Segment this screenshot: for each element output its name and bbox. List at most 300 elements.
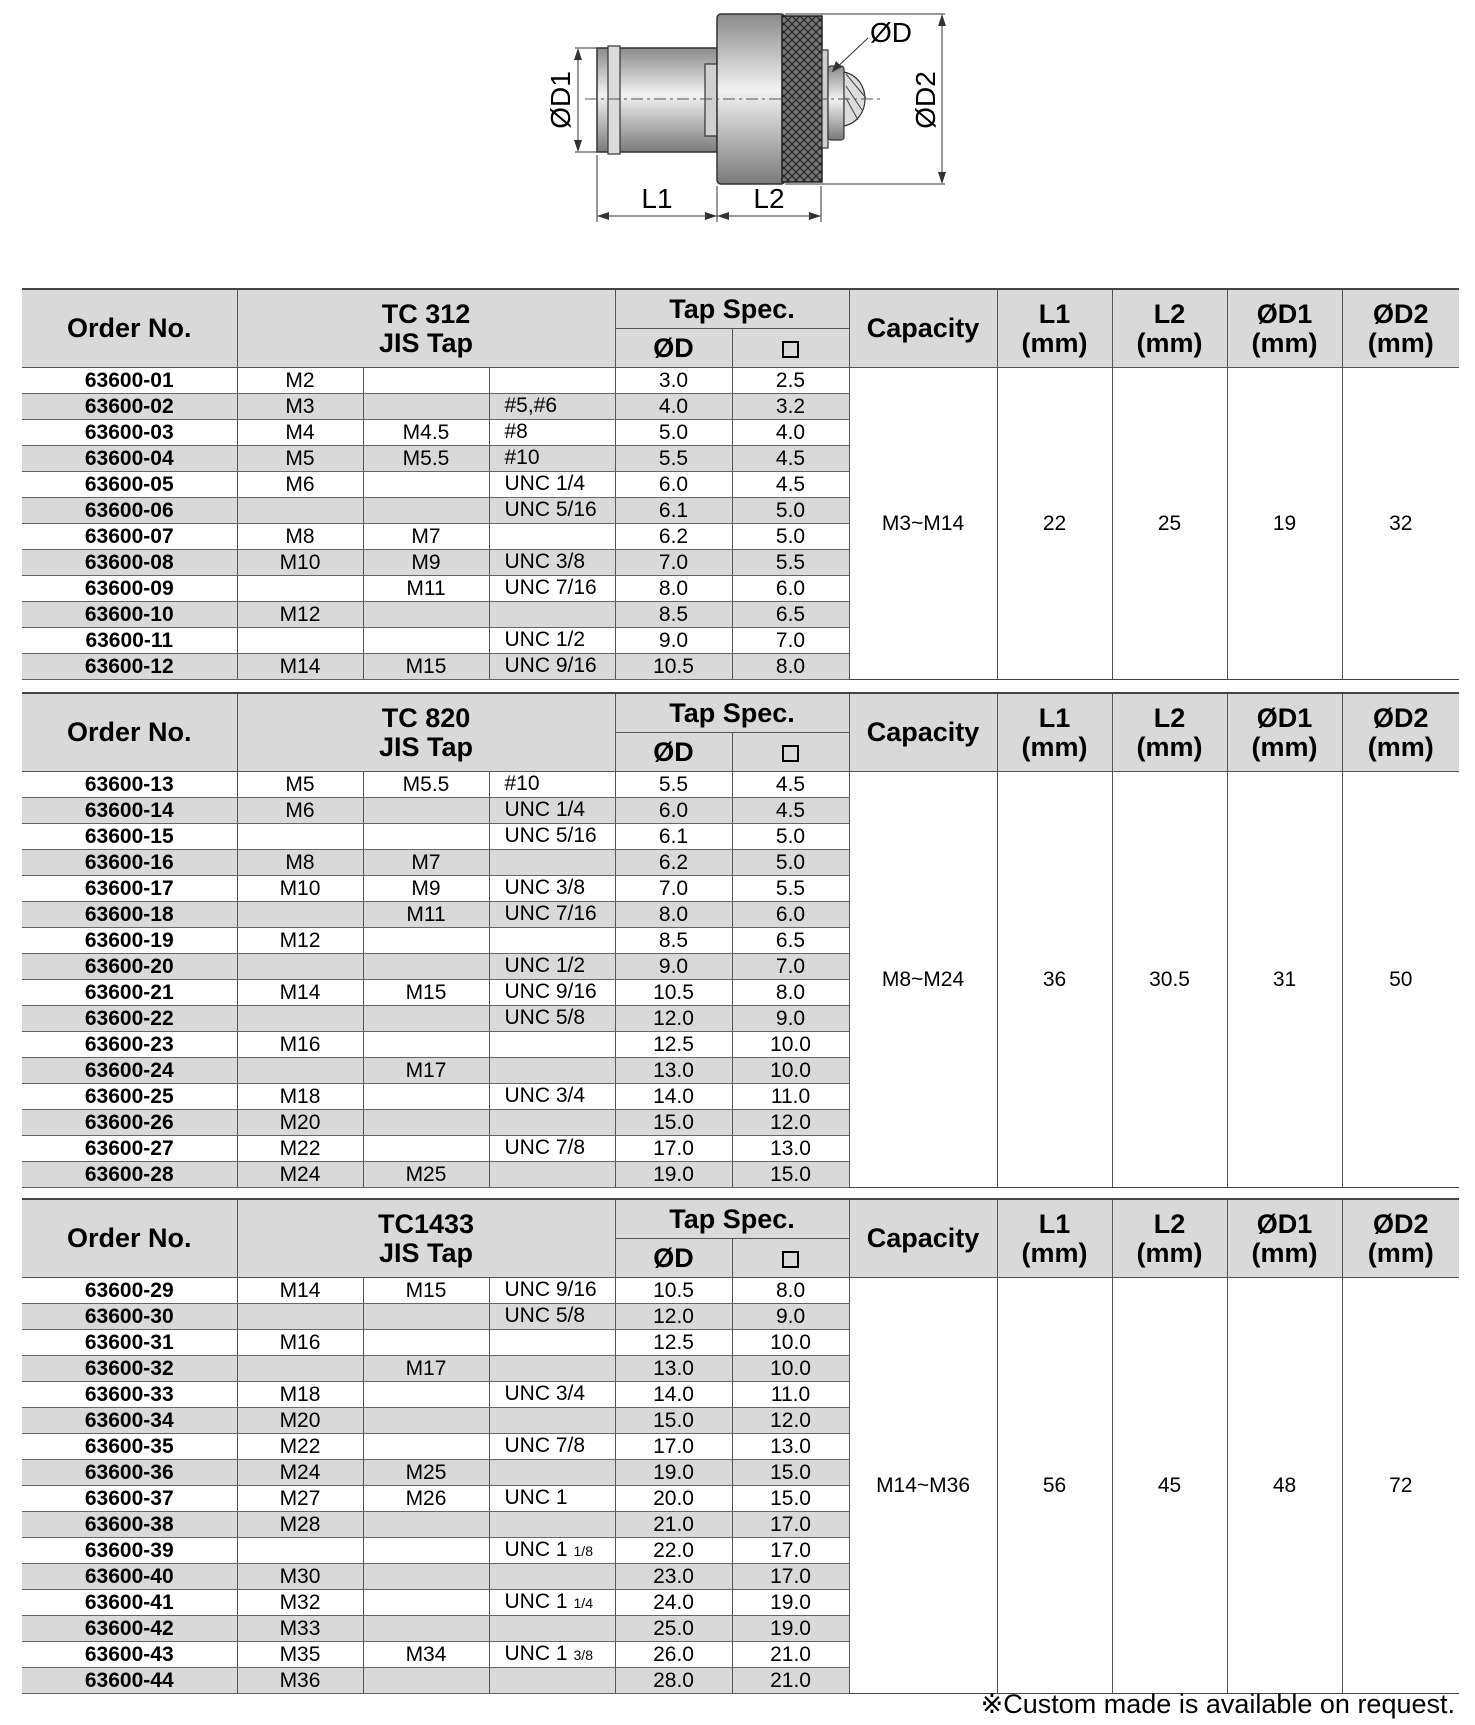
unc-size	[489, 576, 615, 602]
tap-square: 10.0	[732, 1058, 849, 1084]
order-number: 63600-04	[22, 446, 237, 472]
header-phi-d: ØD	[615, 1239, 732, 1278]
unc-size-label: UNC 5/8	[504, 1006, 586, 1029]
tap-diameter: 22.0	[615, 1538, 732, 1564]
header-l1	[997, 1199, 1112, 1278]
tap-square: 15.0	[732, 1162, 849, 1188]
unc-size-label: UNC 5/8	[504, 1304, 586, 1327]
jis-size-primary: M10	[237, 550, 363, 576]
tap-diameter: 28.0	[615, 1668, 732, 1694]
jis-size-secondary	[363, 928, 489, 954]
jis-size-secondary: M25	[363, 1460, 489, 1486]
jis-size-primary: M16	[237, 1032, 363, 1058]
jis-size-secondary	[363, 1512, 489, 1538]
jis-size-secondary: M15	[363, 1278, 489, 1304]
unc-size	[489, 1642, 615, 1668]
jis-size-secondary: M17	[363, 1058, 489, 1084]
jis-size-primary: M12	[237, 602, 363, 628]
order-number: 63600-17	[22, 876, 237, 902]
tap-diameter: 15.0	[615, 1408, 732, 1434]
jis-size-primary: M22	[237, 1136, 363, 1162]
unc-size	[489, 1110, 615, 1136]
unc-size	[489, 1538, 615, 1564]
tap-diameter: 7.0	[615, 876, 732, 902]
order-number: 63600-21	[22, 980, 237, 1006]
tap-square: 21.0	[732, 1642, 849, 1668]
tap-square: 12.0	[732, 1110, 849, 1136]
header-tap-spec: Tap Spec.	[615, 289, 849, 329]
header-tap-spec: Tap Spec.	[615, 1199, 849, 1239]
l2-value: 25	[1112, 368, 1227, 680]
unc-size	[489, 1408, 615, 1434]
jis-size-secondary	[363, 628, 489, 654]
header-d1	[1227, 693, 1342, 772]
jis-size-primary: M5	[237, 446, 363, 472]
tap-square: 10.0	[732, 1330, 849, 1356]
unit-label: (mm)	[1367, 1237, 1434, 1268]
jis-size-secondary: M17	[363, 1356, 489, 1382]
header-l2-label: L2	[1153, 1208, 1186, 1239]
square-icon	[782, 745, 799, 762]
header-d2	[1342, 1199, 1459, 1278]
tap-square: 6.0	[732, 902, 849, 928]
header-d1	[1227, 1199, 1342, 1278]
tap-square: 12.0	[732, 1408, 849, 1434]
order-number: 63600-08	[22, 550, 237, 576]
jis-size-primary: M14	[237, 1278, 363, 1304]
jis-size-primary: M36	[237, 1668, 363, 1694]
tap-diameter: 6.2	[615, 524, 732, 550]
unc-size-label: UNC 3/4	[504, 1084, 586, 1107]
tap-diameter: 13.0	[615, 1356, 732, 1382]
unc-size-label: UNC 1	[504, 1642, 568, 1665]
order-number: 63600-39	[22, 1538, 237, 1564]
order-number: 63600-28	[22, 1162, 237, 1188]
order-number: 63600-15	[22, 824, 237, 850]
unc-size	[489, 602, 615, 628]
tap-square: 8.0	[732, 980, 849, 1006]
header-phi-d: ØD	[615, 329, 732, 368]
unc-size-label: UNC 3/4	[504, 1382, 586, 1405]
unc-size-label: UNC 1	[504, 1538, 568, 1561]
tap-diameter: 10.5	[615, 654, 732, 680]
jis-size-secondary	[363, 1590, 489, 1616]
jis-size-secondary: M5.5	[363, 772, 489, 798]
tap-diameter: 10.5	[615, 980, 732, 1006]
unc-size	[489, 1162, 615, 1188]
tap-square: 21.0	[732, 1668, 849, 1694]
jis-tap-label: JIS Tap	[378, 731, 474, 762]
header-capacity: Capacity	[849, 1199, 997, 1278]
header-l1-label: L1	[1038, 298, 1071, 329]
header-d1-label: ØD1	[1256, 298, 1313, 329]
tap-diameter: 12.5	[615, 1330, 732, 1356]
tap-diameter: 20.0	[615, 1486, 732, 1512]
unc-size-label: UNC 1/2	[504, 628, 586, 651]
unc-fraction: 3/8	[573, 1647, 593, 1663]
unc-size	[489, 524, 615, 550]
unc-size-label: #10	[504, 446, 540, 469]
tap-diameter: 17.0	[615, 1434, 732, 1460]
jis-size-primary: M27	[237, 1486, 363, 1512]
unit-label: (mm)	[1251, 1237, 1318, 1268]
jis-size-primary: M4	[237, 420, 363, 446]
unc-fraction: 1/4	[573, 1595, 593, 1611]
jis-size-secondary	[363, 1382, 489, 1408]
tap-diameter: 8.0	[615, 576, 732, 602]
jis-size-secondary	[363, 824, 489, 850]
dim-d2-label: ØD2	[910, 71, 941, 129]
jis-size-secondary	[363, 498, 489, 524]
unc-size-label: UNC 1/4	[504, 472, 586, 495]
jis-size-primary: M10	[237, 876, 363, 902]
unit-label: (mm)	[1021, 327, 1088, 358]
jis-size-primary	[237, 628, 363, 654]
order-number: 63600-34	[22, 1408, 237, 1434]
tap-diameter: 15.0	[615, 1110, 732, 1136]
tap-square: 15.0	[732, 1486, 849, 1512]
tap-square: 19.0	[732, 1616, 849, 1642]
tap-diameter: 19.0	[615, 1162, 732, 1188]
unc-size	[489, 1434, 615, 1460]
jis-size-secondary: M11	[363, 902, 489, 928]
jis-size-secondary	[363, 1616, 489, 1642]
model-name: TC 312	[381, 298, 471, 329]
jis-size-secondary	[363, 954, 489, 980]
tap-diameter: 12.0	[615, 1006, 732, 1032]
order-number: 63600-26	[22, 1110, 237, 1136]
jis-size-primary: M33	[237, 1616, 363, 1642]
order-number: 63600-29	[22, 1278, 237, 1304]
header-model	[237, 1199, 615, 1278]
tap-diameter: 21.0	[615, 1512, 732, 1538]
unc-size-label: UNC 1/4	[504, 798, 586, 821]
unc-size	[489, 1668, 615, 1694]
jis-size-primary: M14	[237, 980, 363, 1006]
tap-square: 10.0	[732, 1032, 849, 1058]
header-square	[732, 733, 849, 772]
jis-size-primary	[237, 498, 363, 524]
unc-size-label: UNC 1/2	[504, 954, 586, 977]
tap-diameter: 6.0	[615, 472, 732, 498]
jis-size-primary: M14	[237, 654, 363, 680]
tap-collet-diagram	[0, 0, 1475, 250]
jis-size-secondary: M4.5	[363, 420, 489, 446]
tap-diameter: 5.5	[615, 772, 732, 798]
header-l2	[1112, 693, 1227, 772]
tap-diameter: 26.0	[615, 1642, 732, 1668]
unc-size-label: #5,#6	[504, 394, 558, 417]
tap-diameter: 6.0	[615, 798, 732, 824]
header-d1	[1227, 289, 1342, 368]
order-number: 63600-44	[22, 1668, 237, 1694]
order-number: 63600-41	[22, 1590, 237, 1616]
tap-square: 4.0	[732, 420, 849, 446]
unc-size-label: UNC 7/16	[504, 902, 597, 925]
order-number: 63600-13	[22, 772, 237, 798]
header-phi-d: ØD	[615, 733, 732, 772]
jis-size-primary: M18	[237, 1382, 363, 1408]
tap-diameter: 8.5	[615, 602, 732, 628]
order-number: 63600-24	[22, 1058, 237, 1084]
jis-size-primary: M32	[237, 1590, 363, 1616]
header-d2-label: ØD2	[1373, 702, 1429, 733]
order-number: 63600-19	[22, 928, 237, 954]
model-name: TC1433	[377, 1208, 475, 1239]
jis-size-primary	[237, 1538, 363, 1564]
unc-fraction: 1/8	[573, 1543, 593, 1559]
jis-size-primary	[237, 1304, 363, 1330]
order-number: 63600-16	[22, 850, 237, 876]
header-square	[732, 329, 849, 368]
order-number: 63600-12	[22, 654, 237, 680]
tap-square: 11.0	[732, 1084, 849, 1110]
tap-square: 5.0	[732, 850, 849, 876]
order-number: 63600-37	[22, 1486, 237, 1512]
jis-size-secondary	[363, 1136, 489, 1162]
square-icon	[782, 341, 799, 358]
unc-size-label: UNC 7/8	[504, 1434, 586, 1457]
unc-size	[489, 1460, 615, 1486]
jis-size-primary	[237, 576, 363, 602]
tap-square: 6.0	[732, 576, 849, 602]
header-d2-label: ØD2	[1373, 298, 1429, 329]
header-tap-spec: Tap Spec.	[615, 693, 849, 733]
d1-value: 31	[1227, 772, 1342, 1188]
order-number: 63600-02	[22, 394, 237, 420]
capacity-value: M3~M14	[849, 368, 997, 680]
order-number: 63600-35	[22, 1434, 237, 1460]
order-number: 63600-36	[22, 1460, 237, 1486]
jis-size-secondary	[363, 1006, 489, 1032]
unc-size	[489, 798, 615, 824]
tap-square: 4.5	[732, 446, 849, 472]
spec-table-1	[22, 288, 1459, 680]
unc-size	[489, 550, 615, 576]
unit-label: (mm)	[1136, 327, 1203, 358]
order-number: 63600-11	[22, 628, 237, 654]
unc-size-label: UNC 1	[504, 1486, 568, 1509]
unc-size	[489, 772, 615, 798]
order-number: 63600-30	[22, 1304, 237, 1330]
unc-size	[489, 1304, 615, 1330]
unc-size	[489, 368, 615, 394]
jis-size-primary: M6	[237, 798, 363, 824]
jis-size-primary: M8	[237, 524, 363, 550]
unc-size	[489, 1590, 615, 1616]
jis-size-secondary: M9	[363, 550, 489, 576]
jis-size-secondary	[363, 602, 489, 628]
jis-size-primary	[237, 1058, 363, 1084]
jis-size-primary: M24	[237, 1162, 363, 1188]
jis-size-secondary	[363, 472, 489, 498]
header-model	[237, 289, 615, 368]
unc-size	[489, 824, 615, 850]
jis-size-secondary	[363, 1110, 489, 1136]
order-number: 63600-18	[22, 902, 237, 928]
jis-size-secondary	[363, 394, 489, 420]
unc-size-label: UNC 9/16	[504, 654, 597, 677]
unit-label: (mm)	[1251, 731, 1318, 762]
unc-size	[489, 394, 615, 420]
jis-size-primary	[237, 902, 363, 928]
order-number: 63600-03	[22, 420, 237, 446]
tap-diameter: 6.1	[615, 824, 732, 850]
dim-l1-label: L1	[641, 183, 673, 214]
unit-label: (mm)	[1021, 1237, 1088, 1268]
header-capacity: Capacity	[849, 289, 997, 368]
tap-square: 11.0	[732, 1382, 849, 1408]
tap-square: 6.5	[732, 928, 849, 954]
dim-l2-label: L2	[753, 183, 785, 214]
jis-size-secondary	[363, 1408, 489, 1434]
header-l2	[1112, 1199, 1227, 1278]
header-d1-label: ØD1	[1256, 1208, 1313, 1239]
unc-size-label: UNC 3/8	[504, 876, 586, 899]
tap-square: 17.0	[732, 1538, 849, 1564]
unc-size	[489, 1032, 615, 1058]
header-l1	[997, 693, 1112, 772]
tap-square: 17.0	[732, 1564, 849, 1590]
jis-size-primary: M8	[237, 850, 363, 876]
tap-square: 9.0	[732, 1006, 849, 1032]
unc-size-label: UNC 9/16	[504, 980, 597, 1003]
jis-size-secondary: M11	[363, 576, 489, 602]
order-number: 63600-14	[22, 798, 237, 824]
tap-square: 5.5	[732, 876, 849, 902]
jis-size-secondary	[363, 798, 489, 824]
tap-square: 13.0	[732, 1434, 849, 1460]
jis-size-primary: M28	[237, 1512, 363, 1538]
jis-size-secondary: M34	[363, 1642, 489, 1668]
tap-diameter: 7.0	[615, 550, 732, 576]
unc-size	[489, 1382, 615, 1408]
d1-value: 19	[1227, 368, 1342, 680]
tap-diameter: 12.0	[615, 1304, 732, 1330]
tap-square: 19.0	[732, 1590, 849, 1616]
unc-size	[489, 1278, 615, 1304]
header-capacity: Capacity	[849, 693, 997, 772]
jis-size-secondary: M5.5	[363, 446, 489, 472]
unc-size	[489, 1058, 615, 1084]
jis-size-primary: M35	[237, 1642, 363, 1668]
dim-d1-label: ØD1	[545, 71, 576, 129]
header-d1-label: ØD1	[1256, 702, 1313, 733]
jis-size-primary: M22	[237, 1434, 363, 1460]
tap-square: 4.5	[732, 472, 849, 498]
unit-label: (mm)	[1136, 731, 1203, 762]
d1-value: 48	[1227, 1278, 1342, 1694]
unc-size-label: UNC 7/8	[504, 1136, 586, 1159]
table-row	[22, 1278, 1459, 1304]
order-number: 63600-27	[22, 1136, 237, 1162]
jis-tap-label: JIS Tap	[379, 1237, 474, 1268]
header-l2-label: L2	[1153, 702, 1186, 733]
tap-diameter: 14.0	[615, 1382, 732, 1408]
jis-size-primary: M20	[237, 1110, 363, 1136]
order-number: 63600-32	[22, 1356, 237, 1382]
tap-diameter: 9.0	[615, 628, 732, 654]
unc-size-label: UNC 5/16	[504, 498, 597, 521]
tap-square: 7.0	[732, 628, 849, 654]
jis-size-primary: M30	[237, 1564, 363, 1590]
jis-size-secondary	[363, 1564, 489, 1590]
square-icon	[782, 1251, 799, 1268]
order-number: 63600-38	[22, 1512, 237, 1538]
jis-size-secondary: M26	[363, 1486, 489, 1512]
tap-diameter: 24.0	[615, 1590, 732, 1616]
tap-square: 7.0	[732, 954, 849, 980]
header-square	[732, 1239, 849, 1278]
unc-size	[489, 1512, 615, 1538]
dim-d-label: ØD	[870, 17, 912, 48]
unit-label: (mm)	[1367, 731, 1434, 762]
unc-size	[489, 498, 615, 524]
spec-table-2	[22, 692, 1459, 1188]
jis-size-secondary: M7	[363, 524, 489, 550]
unc-size	[489, 902, 615, 928]
tap-square: 9.0	[732, 1304, 849, 1330]
d2-value: 72	[1342, 1278, 1459, 1694]
l2-value: 45	[1112, 1278, 1227, 1694]
jis-size-secondary	[363, 1538, 489, 1564]
order-number: 63600-22	[22, 1006, 237, 1032]
capacity-value: M8~M24	[849, 772, 997, 1188]
jis-size-primary	[237, 1006, 363, 1032]
header-l2	[1112, 289, 1227, 368]
header-d2-label: ØD2	[1373, 1208, 1429, 1239]
header-d2	[1342, 289, 1459, 368]
unc-size-label: UNC 3/8	[504, 550, 586, 573]
header-model	[237, 693, 615, 772]
unit-label: (mm)	[1251, 327, 1318, 358]
unc-size	[489, 1616, 615, 1642]
unc-size	[489, 928, 615, 954]
tap-square: 17.0	[732, 1512, 849, 1538]
jis-size-primary: M5	[237, 772, 363, 798]
order-number: 63600-05	[22, 472, 237, 498]
model-name: TC 820	[381, 702, 471, 733]
tap-diameter: 4.0	[615, 394, 732, 420]
header-l1-label: L1	[1038, 702, 1071, 733]
spec-table-3	[22, 1198, 1459, 1694]
order-number: 63600-42	[22, 1616, 237, 1642]
tap-diameter: 13.0	[615, 1058, 732, 1084]
jis-size-primary: M16	[237, 1330, 363, 1356]
tap-diameter: 23.0	[615, 1564, 732, 1590]
tap-diameter: 10.5	[615, 1278, 732, 1304]
jis-size-secondary	[363, 1084, 489, 1110]
jis-size-primary: M3	[237, 394, 363, 420]
order-number: 63600-20	[22, 954, 237, 980]
unc-size	[489, 654, 615, 680]
order-number: 63600-01	[22, 368, 237, 394]
unc-size	[489, 876, 615, 902]
unc-size	[489, 628, 615, 654]
tap-diameter: 19.0	[615, 1460, 732, 1486]
l1-value: 22	[997, 368, 1112, 680]
tap-diameter: 6.1	[615, 498, 732, 524]
header-l2-label: L2	[1153, 298, 1186, 329]
tap-square: 10.0	[732, 1356, 849, 1382]
unc-size	[489, 1084, 615, 1110]
tap-square: 8.0	[732, 1278, 849, 1304]
unc-size	[489, 472, 615, 498]
tap-diameter: 25.0	[615, 1616, 732, 1642]
unit-label: (mm)	[1367, 327, 1434, 358]
tap-square: 4.5	[732, 772, 849, 798]
tap-square: 5.0	[732, 524, 849, 550]
